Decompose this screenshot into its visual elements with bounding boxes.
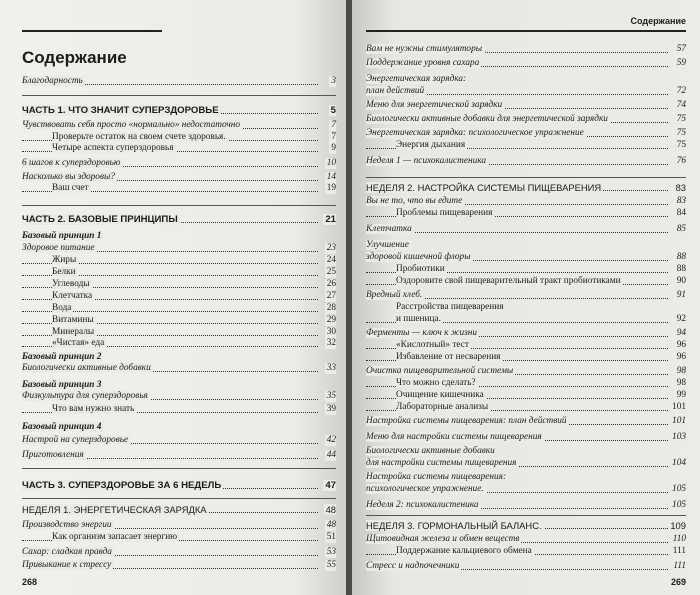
toc-entry (22, 532, 336, 543)
toc-entry (366, 378, 686, 389)
running-header: Содержание (630, 16, 686, 26)
left-page (0, 0, 348, 595)
toc-entry-page: 51 (326, 532, 336, 542)
toc-entry-title: НЕДЕЛЯ 2. НАСТРОЙКА СИСТЕМЫ ПИЩЕВАРЕНИЯ (366, 182, 602, 193)
toc-entry-page: 75 (676, 128, 686, 138)
toc-entry-title: Клетчатка (52, 291, 93, 301)
toc-entry (366, 44, 686, 55)
toc-entry (366, 366, 686, 377)
toc-entry-title: Витамины (52, 315, 94, 325)
toc-entry-page: 84 (676, 208, 686, 218)
toc-entry-page: 96 (676, 340, 686, 350)
toc-entry-page: 101 (672, 416, 686, 426)
toc-entry-title: Биологически активные добавки (22, 363, 151, 373)
toc-entry (366, 302, 686, 313)
toc-entry-page: 55 (326, 560, 336, 570)
toc-entry-page: 101 (672, 402, 686, 412)
toc-entry (22, 327, 336, 338)
toc-entry-page: 35 (326, 391, 336, 401)
toc-entry (22, 391, 336, 402)
toc-entry-title: НЕДЕЛЯ 3. ГОРМОНАЛЬНЫЙ БАЛАНС. (366, 520, 542, 531)
toc-entry-title: Меню для настройки системы пищеварения (366, 432, 542, 442)
toc-entry (22, 105, 336, 116)
toc-entry (366, 182, 686, 193)
toc-entry-title: Что вам нужно знать (52, 404, 135, 414)
toc-entry (22, 450, 336, 461)
toc-entry-title: Сахар: сладкая правда (22, 547, 112, 557)
toc-entry-page: 57 (676, 44, 686, 54)
toc-entry (22, 243, 336, 254)
toc-entry-title: Избавление от несварения (396, 352, 501, 362)
toc-entry-title: Базовый принцип 2 (22, 352, 102, 362)
toc-entry (22, 132, 336, 143)
toc-entry (22, 303, 336, 314)
toc-entry (366, 86, 686, 97)
toc-entry (22, 547, 336, 558)
toc-entry-page: 24 (326, 255, 336, 265)
toc-entry (22, 172, 336, 183)
section-rule (22, 95, 336, 96)
toc-entry-title: Здоровое питание (22, 243, 95, 253)
toc-entry-page: 109 (670, 520, 686, 531)
toc-entry-page: 94 (676, 328, 686, 338)
toc-entry-title: Приготовления (22, 450, 84, 460)
toc-entry-page: 110 (672, 534, 686, 544)
toc-entry-page: 10 (326, 158, 336, 168)
toc-entry-page: 23 (326, 243, 336, 253)
toc-entry-page: 104 (672, 458, 686, 468)
toc-entry-page: 26 (326, 279, 336, 289)
toc-entry (22, 231, 336, 242)
toc-entry-title: Неделя 1 — психокалистеника (366, 156, 487, 166)
toc-entry-title: Вам не нужны стимуляторы (366, 44, 483, 54)
page-number-right: 269 (670, 577, 686, 587)
toc-entry (366, 561, 686, 572)
toc-entry (366, 500, 686, 511)
toc-entry (366, 416, 686, 427)
toc-entry-title: Энергетическая зарядка: психологическое упражнение (366, 128, 584, 138)
toc-entry-title: Лабораторные анализы (396, 402, 489, 412)
toc-entry (22, 352, 336, 363)
toc-entry (22, 560, 336, 571)
toc-entry-title: Настройка системы пищеварения: план действий (366, 416, 567, 426)
toc-entry (22, 279, 336, 290)
toc-entry (366, 390, 686, 401)
toc-entry-title: Энергетическая зарядка: (366, 74, 467, 84)
toc-entry-page: 39 (326, 404, 336, 414)
toc-entry-page: 98 (676, 366, 686, 376)
toc-entry-title: и пшеница. (396, 314, 441, 324)
toc-entry (22, 338, 336, 349)
toc-entry-page: 44 (326, 450, 336, 460)
toc-entry-page: 96 (676, 352, 686, 362)
toc-entry (366, 208, 686, 219)
toc-entry-page: 48 (325, 504, 336, 515)
toc-entry-page: 105 (672, 500, 686, 510)
toc-entry-page: 85 (676, 224, 686, 234)
toc-entry-page: 99 (676, 390, 686, 400)
toc-entry-page: 47 (325, 480, 336, 491)
toc-entry-page: 5 (330, 105, 336, 116)
toc-entry-title: Проверьте остаток на своем счете здоровья. (52, 132, 226, 142)
toc-entry-page: 42 (326, 435, 336, 445)
toc-entry (366, 432, 686, 443)
toc-entry (22, 255, 336, 266)
toc-entry-page: 88 (676, 264, 686, 274)
toc-entry-page: 88 (676, 252, 686, 262)
toc-entry-title: Щитовидная железа и обмен веществ (366, 534, 520, 544)
page-number-left: 268 (22, 577, 38, 587)
toc-entry-page: 3 (331, 76, 336, 86)
toc-entry-title: ЧАСТЬ 3. СУПЕРЗДОРОВЬЕ ЗА 6 НЕДЕЛЬ (22, 480, 222, 491)
toc-entry-title: Ферменты — ключ к жизни (366, 328, 478, 338)
toc-entry-page: 83 (676, 196, 686, 206)
toc-entry (366, 74, 686, 85)
toc-entry-title: здоровой кишечной флоры (366, 252, 471, 262)
toc-entry-title: для настройки системы пищеварения (366, 458, 517, 468)
toc-entry (22, 380, 336, 391)
toc-entry-page: 9 (331, 143, 336, 153)
toc-entry (366, 328, 686, 339)
right-page (352, 0, 700, 595)
toc-entry (366, 240, 686, 251)
toc-entry (22, 76, 336, 87)
toc-entry-title: Биологически активные добавки (366, 446, 495, 456)
toc-entry (366, 140, 686, 151)
toc-entry-title: 6 шагов к суперздоровью (22, 158, 121, 168)
toc-entry-title: Привыкание к стрессу (22, 560, 112, 570)
toc-entry (22, 183, 336, 194)
toc-entry-title: Четыре аспекта суперздоровья (52, 143, 174, 153)
toc-entry-title: Чувствовать себя просто «нормально» недостаточно (22, 120, 241, 130)
toc-entry-page: 91 (676, 290, 686, 300)
toc-entry (366, 402, 686, 413)
toc-entry-title: Биологически активные добавки для энергетической зарядки (366, 114, 608, 124)
toc-entry-page: 30 (326, 327, 336, 337)
section-rule (22, 468, 336, 469)
toc-entry (22, 504, 336, 515)
toc-entry-title: Ваш счет (52, 183, 89, 193)
toc-entry-page: 21 (325, 214, 336, 225)
toc-entry-page: 7 (331, 120, 336, 130)
title-bar-rule (22, 30, 162, 32)
toc-entry-title: план действий (366, 86, 425, 96)
toc-entry-page: 25 (326, 267, 336, 277)
toc-entry-page: 75 (676, 140, 686, 150)
toc-entry-page: 19 (326, 183, 336, 193)
section-rule (22, 205, 336, 206)
toc-entry (22, 267, 336, 278)
toc-entry (22, 120, 336, 131)
toc-entry-page: 111 (673, 561, 686, 571)
section-rule (366, 515, 686, 516)
section-rule (22, 498, 336, 499)
toc-entry-page: 111 (672, 546, 686, 556)
toc-entry-page: 27 (326, 291, 336, 301)
toc-entry-title: Вода (52, 303, 72, 313)
toc-entry (22, 158, 336, 169)
toc-entry-page: 53 (326, 547, 336, 557)
toc-entry (22, 214, 336, 225)
toc-entry (366, 156, 686, 167)
toc-entry-title: Базовый принцип 3 (22, 380, 102, 390)
toc-entry (22, 435, 336, 446)
toc-entry-title: Энергия дыхания (396, 140, 466, 150)
toc-entry (366, 520, 686, 531)
toc-entry (22, 315, 336, 326)
toc-entry-title: Поддержание кальциевого обмена (396, 546, 532, 556)
toc-entry-title: Улучшение (366, 240, 409, 250)
toc-entry-title: Базовый принцип 1 (22, 231, 102, 241)
toc-entry-title: Физкультура для суперздоровья (22, 391, 148, 401)
toc-entry-page: 28 (326, 303, 336, 313)
page-title: Содержание (22, 48, 127, 67)
toc-entry-title: Неделя 2: психокалистеника (366, 500, 479, 510)
toc-entry (22, 422, 336, 433)
toc-entry (366, 534, 686, 545)
toc-entry-page: 72 (676, 86, 686, 96)
toc-entry (366, 276, 686, 287)
toc-entry (366, 340, 686, 351)
toc-entry-title: Базовый принцип 4 (22, 422, 102, 432)
toc-entry (366, 224, 686, 235)
toc-entry-title: Благодарность (22, 76, 83, 86)
toc-entry-title: «Чистая» еда (52, 338, 105, 348)
toc-entry-page: 14 (326, 172, 336, 182)
toc-entry-title: Проблемы пищеварения (396, 208, 493, 218)
toc-entry-title: НЕДЕЛЯ 1. ЭНЕРГЕТИЧЕСКАЯ ЗАРЯДКА (22, 504, 207, 515)
toc-entry (366, 264, 686, 275)
toc-entry-page: 32 (326, 338, 336, 348)
toc-entry-title: Поддержание уровня сахара (366, 58, 480, 68)
toc-entry-title: Что можно сделать? (396, 378, 476, 388)
toc-entry-page: 74 (676, 100, 686, 110)
toc-entry (366, 472, 686, 483)
toc-entry-title: Расстройства пищеварения (396, 302, 504, 312)
toc-entry (366, 114, 686, 125)
toc-entry-page: 59 (676, 58, 686, 68)
toc-entry-title: Оздоровите свой пищеварительный тракт пробиотиками (396, 276, 621, 286)
header-rule (366, 30, 686, 32)
section-rule (366, 177, 686, 178)
toc-entry-title: психологическое упражнение. (366, 484, 484, 494)
toc-entry (366, 252, 686, 263)
toc-entry-page: 90 (676, 276, 686, 286)
toc-entry (366, 314, 686, 325)
toc-entry (366, 446, 686, 457)
toc-entry (366, 128, 686, 139)
toc-entry-title: Насколько вы здоровы? (22, 172, 115, 182)
toc-entry (366, 196, 686, 207)
toc-entry-page: 76 (676, 156, 686, 166)
toc-entry-title: Очистка пищеварительной системы (366, 366, 514, 376)
toc-entry-page: 75 (676, 114, 686, 124)
toc-entry-page: 92 (676, 314, 686, 324)
toc-entry (366, 352, 686, 363)
toc-entry-title: Пробиотики (396, 264, 445, 274)
toc-entry-title: Меню для энергетической зарядки (366, 100, 503, 110)
toc-entry-title: Жиры (52, 255, 77, 265)
toc-entry (366, 458, 686, 469)
toc-entry (366, 546, 686, 557)
toc-entry (22, 404, 336, 415)
toc-entry-title: Клетчатка (366, 224, 412, 234)
toc-entry-page: 83 (675, 182, 686, 193)
toc-entry (22, 520, 336, 531)
toc-entry (22, 363, 336, 374)
toc-entry (366, 290, 686, 301)
toc-entry-title: Стресс и надпочечники (366, 561, 460, 571)
toc-entry-title: Очищение кишечника (396, 390, 484, 400)
toc-entry-title: Настройка системы пищеварения: (366, 472, 507, 482)
toc-entry (366, 58, 686, 69)
toc-entry-title: Как организм запасает энергию (52, 532, 178, 542)
toc-entry-page: 48 (326, 520, 336, 530)
toc-entry-title: Настрой на суперздоровье (22, 435, 129, 445)
toc-entry-page: 29 (326, 315, 336, 325)
toc-entry (366, 100, 686, 111)
toc-entry-title: «Кислотный» тест (396, 340, 469, 350)
toc-entry-page: 98 (676, 378, 686, 388)
toc-entry-title: ЧАСТЬ 1. ЧТО ЗНАЧИТ СУПЕРЗДОРОВЬЕ (22, 105, 219, 116)
toc-entry-page: 33 (326, 363, 336, 373)
toc-entry (22, 291, 336, 302)
toc-entry-title: Минералы (52, 327, 95, 337)
toc-entry (22, 480, 336, 491)
toc-entry-page: 7 (331, 132, 336, 142)
toc-entry (22, 143, 336, 154)
toc-entry-title: Производство энергии (22, 520, 112, 530)
toc-entry-page: 105 (672, 484, 686, 494)
toc-entry-title: Вредный хлеб. (366, 290, 423, 300)
toc-entry-title: Белки (52, 267, 76, 277)
toc-entry (366, 484, 686, 495)
toc-entry-title: Вы не то, что вы едите (366, 196, 463, 206)
toc-entry-page: 103 (672, 432, 686, 442)
toc-entry-title: ЧАСТЬ 2. БАЗОВЫЕ ПРИНЦИПЫ (22, 214, 178, 225)
toc-entry-title: Углеводы (52, 279, 90, 289)
